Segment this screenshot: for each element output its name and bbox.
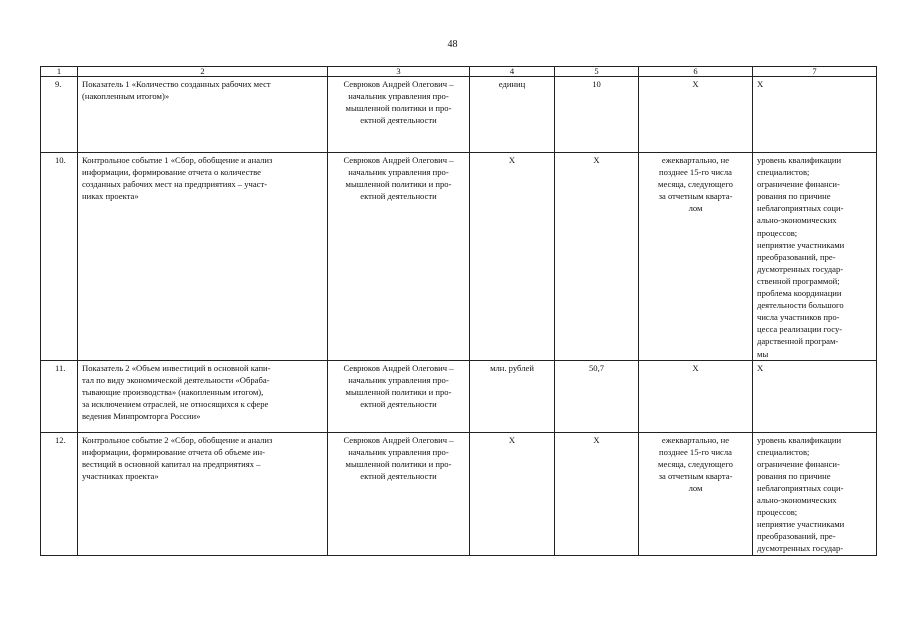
cell-risks — [753, 153, 877, 361]
cell-name-line: созданных рабочих мест на предприятиях – участ- — [82, 179, 268, 190]
cell-value-line: Х — [593, 155, 600, 165]
cell-responsible-line: ектной деятельности — [360, 470, 437, 481]
cell-risks-line: ально-экономических — [757, 215, 837, 226]
cell-responsible-line: мышленной политики и про- — [345, 458, 452, 469]
header-row — [41, 67, 877, 77]
cell-risks — [753, 77, 877, 153]
cell-deadline-line: ежеквартально, не — [661, 155, 730, 165]
cell-value — [555, 360, 639, 432]
cell-value-line: Х — [593, 434, 600, 445]
cell-unit-line: млн. рублей — [490, 362, 534, 373]
cell-name-line: участниках проекта» — [82, 470, 159, 481]
cell-number: 11. — [41, 360, 78, 432]
cell-unit — [470, 360, 555, 432]
cell-unit — [470, 153, 555, 361]
cell-risks-line: неприятие участниками — [757, 239, 845, 250]
cell-name-line: (накопленным итогом)» — [82, 91, 170, 102]
cell-risks-line: специалистов; — [757, 446, 810, 457]
cell-risks-line: Х — [757, 79, 764, 89]
cell-name-line: ведения Минпромторга России» — [82, 410, 201, 421]
cell-value — [555, 153, 639, 361]
table-row — [41, 153, 877, 361]
cell-risks-line: дусмотренных государ- — [757, 543, 844, 554]
header-cell: 7 — [753, 67, 877, 77]
cell-risks-line: преобразований, пре- — [757, 531, 836, 542]
cell-deadline-line: позднее 15-го числа — [659, 167, 732, 178]
cell-responsible-line: ектной деятельности — [360, 398, 437, 409]
cell-deadline-line: месяца, следующего — [658, 458, 733, 469]
cell-risks-line: ограничение финанси- — [757, 179, 840, 190]
cell-risks-line: дусмотренных государ- — [757, 263, 844, 274]
cell-risks-line: процессов; — [757, 507, 798, 518]
cell-responsible-line: мышленной политики и про- — [345, 386, 452, 397]
page-number: 48 — [447, 39, 458, 50]
cell-name-line: тал по виду экономической деятельности «Обраба- — [82, 374, 270, 385]
cell-responsible-line: начальник управления про- — [348, 91, 449, 102]
cell-name-line: вестиций в основной капитал на предприятиях – — [82, 458, 261, 469]
cell-deadline-line: лом — [688, 482, 703, 493]
cell-value-line: 50,7 — [588, 362, 605, 373]
header-cell: 6 — [639, 67, 753, 77]
cell-responsible-line: начальник управления про- — [348, 374, 449, 385]
cell-risks-line: рования по причине — [757, 470, 831, 481]
cell-responsible-line: ектной деятельности — [360, 115, 437, 126]
cell-risks-line: уровень квалификации — [757, 155, 842, 165]
cell-risks-line: уровень квалификации — [757, 434, 842, 445]
cell-unit-line: Х — [508, 434, 516, 445]
cell-number: 9. — [41, 77, 78, 153]
cell-responsible — [328, 153, 470, 361]
cell-value — [555, 432, 639, 555]
cell-name-line: никах проекта» — [82, 191, 139, 202]
table-row — [41, 360, 877, 432]
cell-risks-line: цесса реализации госу- — [757, 324, 843, 335]
cell-name — [78, 360, 328, 432]
cell-responsible-line: начальник управления про- — [348, 446, 449, 457]
cell-name-line: Показатель 2 «Объем инвестиций в основной капи- — [82, 362, 271, 373]
cell-deadline-line: лом — [688, 203, 703, 214]
cell-risks-line: процессов; — [757, 227, 798, 238]
cell-name — [78, 153, 328, 361]
cell-name — [78, 77, 328, 153]
header-cell: 2 — [78, 67, 328, 77]
table-row — [41, 77, 877, 153]
cell-deadline — [639, 77, 753, 153]
cell-deadline — [639, 360, 753, 432]
cell-number: 10. — [41, 153, 78, 361]
cell-responsible-line: Севрюков Андрей Олегович – — [343, 362, 454, 373]
header-cell: 3 — [328, 67, 470, 77]
cell-responsible-line: мышленной политики и про- — [345, 103, 452, 114]
cell-risks-line: Х — [757, 362, 764, 373]
cell-deadline-line: Х — [692, 79, 699, 89]
cell-responsible-line: ектной деятельности — [360, 191, 437, 202]
cell-responsible-line: Севрюков Андрей Олегович – — [343, 155, 454, 165]
cell-number: 12. — [41, 432, 78, 555]
cell-name-line: за исключением отраслей, не относящихся к сфере — [82, 398, 269, 409]
header-cell: 4 — [470, 67, 555, 77]
cell-name-line: Показатель 1 «Количество созданных рабочих мест — [82, 79, 271, 89]
cell-name-line: тывающие производства» (накопленным итогом), — [82, 386, 264, 397]
cell-deadline-line: ежеквартально, не — [661, 434, 730, 445]
cell-unit-line: единиц — [498, 79, 526, 89]
cell-deadline-line: за отчетным кварта- — [658, 470, 733, 481]
cell-risks-line: мы — [757, 348, 769, 359]
cell-risks-line: ограничение финанси- — [757, 458, 840, 469]
cell-risks-line: неблагоприятных соци- — [757, 482, 844, 493]
cell-deadline-line: позднее 15-го числа — [659, 446, 732, 457]
header-cell: 5 — [555, 67, 639, 77]
header-cell: 1 — [41, 67, 78, 77]
cell-deadline-line: Х — [692, 362, 699, 373]
cell-name-line: информации, формирование отчета о количестве — [82, 167, 261, 178]
cell-deadline-line: месяца, следующего — [658, 179, 733, 190]
cell-risks — [753, 432, 877, 555]
cell-unit-line: Х — [508, 155, 516, 165]
cell-unit — [470, 432, 555, 555]
cell-risks-line: рования по причине — [757, 191, 831, 202]
cell-risks-line: преобразований, пре- — [757, 251, 836, 262]
cell-responsible-line: Севрюков Андрей Олегович – — [343, 434, 454, 445]
cell-responsible-line: Севрюков Андрей Олегович – — [343, 79, 454, 89]
cell-responsible — [328, 432, 470, 555]
cell-risks-line: неприятие участниками — [757, 519, 845, 530]
cell-value-line: 10 — [592, 79, 601, 89]
cell-risks-line: ально-экономических — [757, 495, 837, 506]
cell-name-line: Контрольное событие 1 «Сбор, обобщение и анализ — [82, 155, 273, 165]
cell-name-line: информации, формирование отчета об объеме ин- — [82, 446, 265, 457]
cell-risks-line: неблагоприятных соци- — [757, 203, 844, 214]
cell-responsible-line: начальник управления про- — [348, 167, 449, 178]
cell-name — [78, 432, 328, 555]
cell-risks-line: ственной программой; — [757, 275, 840, 286]
indicators-table — [40, 66, 877, 556]
cell-responsible-line: мышленной политики и про- — [345, 179, 452, 190]
cell-name-line: Контрольное событие 2 «Сбор, обобщение и анализ — [82, 434, 273, 445]
cell-unit — [470, 77, 555, 153]
cell-risks-line: деятельности большого — [757, 300, 844, 311]
cell-value — [555, 77, 639, 153]
cell-responsible — [328, 360, 470, 432]
cell-responsible — [328, 77, 470, 153]
cell-risks-line: специалистов; — [757, 167, 810, 178]
cell-deadline — [639, 432, 753, 555]
cell-risks-line: числа участников про- — [757, 312, 840, 323]
table-row — [41, 432, 877, 555]
cell-risks-line: дарственной програм- — [757, 336, 839, 347]
cell-deadline — [639, 153, 753, 361]
cell-deadline-line: за отчетным кварта- — [658, 191, 733, 202]
cell-risks-line: проблема координации — [757, 288, 842, 299]
cell-risks — [753, 360, 877, 432]
